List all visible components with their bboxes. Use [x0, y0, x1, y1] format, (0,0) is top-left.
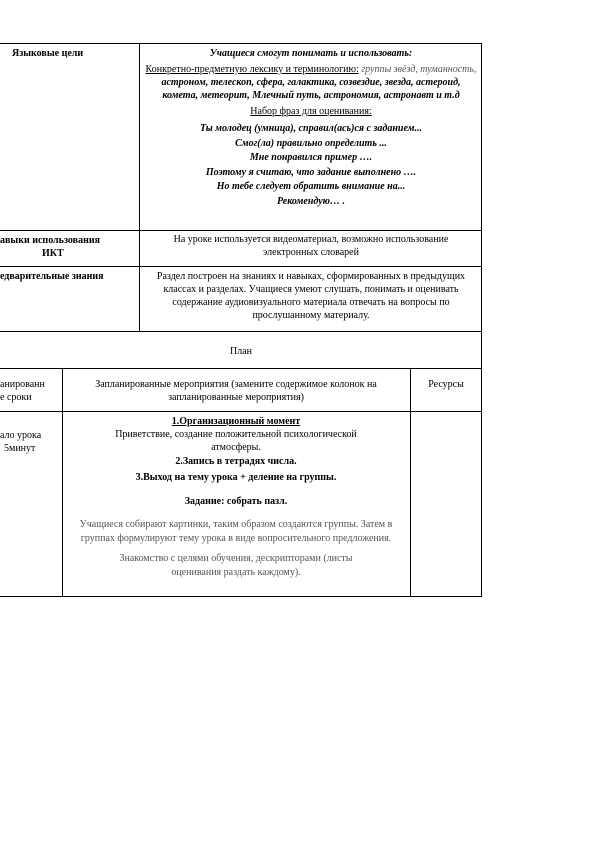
phrases-list — [145, 122, 477, 209]
lexicon-gray-terms: группы звёзд, туманность, — [361, 64, 477, 75]
prior-knowledge-text: Раздел построен на знаниях и навыках, сформированных в предыдущих классах и разделах. Учащиеся умеют слушать, понимать и оценивать содержание аудиовизуального материала отвечать на вопросы по прослушанному материалу. — [156, 271, 466, 321]
table-border-right — [481, 43, 482, 597]
ict-label — [0, 234, 137, 260]
prior-knowledge-label: едварительные знания — [0, 271, 104, 282]
phrase-item: Поэтому я считаю, что задание выполнено …. — [205, 166, 417, 178]
lesson-start-time — [0, 429, 60, 455]
task-text: Учащиеся собирают картинки, таким образом создаются группы. Затем в группах формулируют тему урока в виде вопросительного предложения. — [79, 519, 393, 544]
phrase-item: Ты молодец (умница), справил(ась)ся с заданием... — [200, 123, 422, 134]
time-line1: ало урока — [0, 430, 42, 441]
lexicon-intro: Конкретно-предметную лексику и терминологию: — [145, 64, 359, 75]
task-title: Задание: собрать пазл. — [184, 496, 288, 507]
step-3: 3.Выход на тему урока + деление на группы. — [135, 472, 337, 483]
phrase-item: Но тебе следует обратить внимание на... — [216, 181, 406, 192]
row-divider — [0, 266, 482, 267]
language-goals-label: Языковые цели — [12, 48, 84, 59]
step-2: 2.Запись в тетрадях числа. — [175, 456, 297, 467]
goals-text: Знакомство с целями обучения, дескрипторами (листы оценивания раздать каждому). — [119, 553, 353, 578]
org-moment-text: Приветствие, создание положительной психологической атмосферы. — [115, 429, 357, 453]
phrase-item: Смог(ла) правильно определить ... — [235, 137, 387, 149]
time-header-line2: е сроки — [0, 392, 32, 403]
ict-text: На уроке используется видеоматериал, возможно использование электронных словарей — [173, 234, 449, 258]
lexicon-paragraph — [145, 63, 477, 102]
column-divider — [139, 43, 140, 331]
ict-label-line1: авыки использования — [0, 235, 101, 246]
time-line2: 5минут — [4, 443, 36, 454]
lesson-start-activities — [66, 415, 406, 580]
phrases-title: Набор фраз для оценивания: — [250, 106, 372, 117]
column-divider — [410, 368, 411, 597]
phrase-item: Мне понравился пример …. — [249, 152, 373, 163]
plan-title: План — [229, 346, 252, 357]
activities-header: Запланированные мероприятия (замените содержимое колонок на запланированные мероприятия) — [95, 379, 377, 403]
phrase-item: Рекомендую… . — [277, 195, 345, 207]
column-divider — [62, 368, 63, 597]
language-goals-content — [145, 47, 477, 209]
resources-header: Ресурсы — [428, 379, 464, 390]
ict-label-line2: ИКТ — [42, 248, 64, 259]
time-header — [0, 378, 60, 404]
row-divider — [0, 230, 482, 231]
row-divider — [0, 331, 482, 332]
org-moment-title: 1.Организационный момент — [171, 416, 301, 427]
language-goals-heading: Учащиеся смогут понимать и использовать: — [209, 48, 413, 59]
time-header-line1: анированн — [0, 379, 45, 390]
table-border-top — [0, 43, 482, 44]
lexicon-terms: астроном, телескоп, сфера, галактика, созвездие, звезда, астероид, комета, метеорит, Млечный путь, астрономия, астронавт и т.д — [161, 77, 461, 101]
